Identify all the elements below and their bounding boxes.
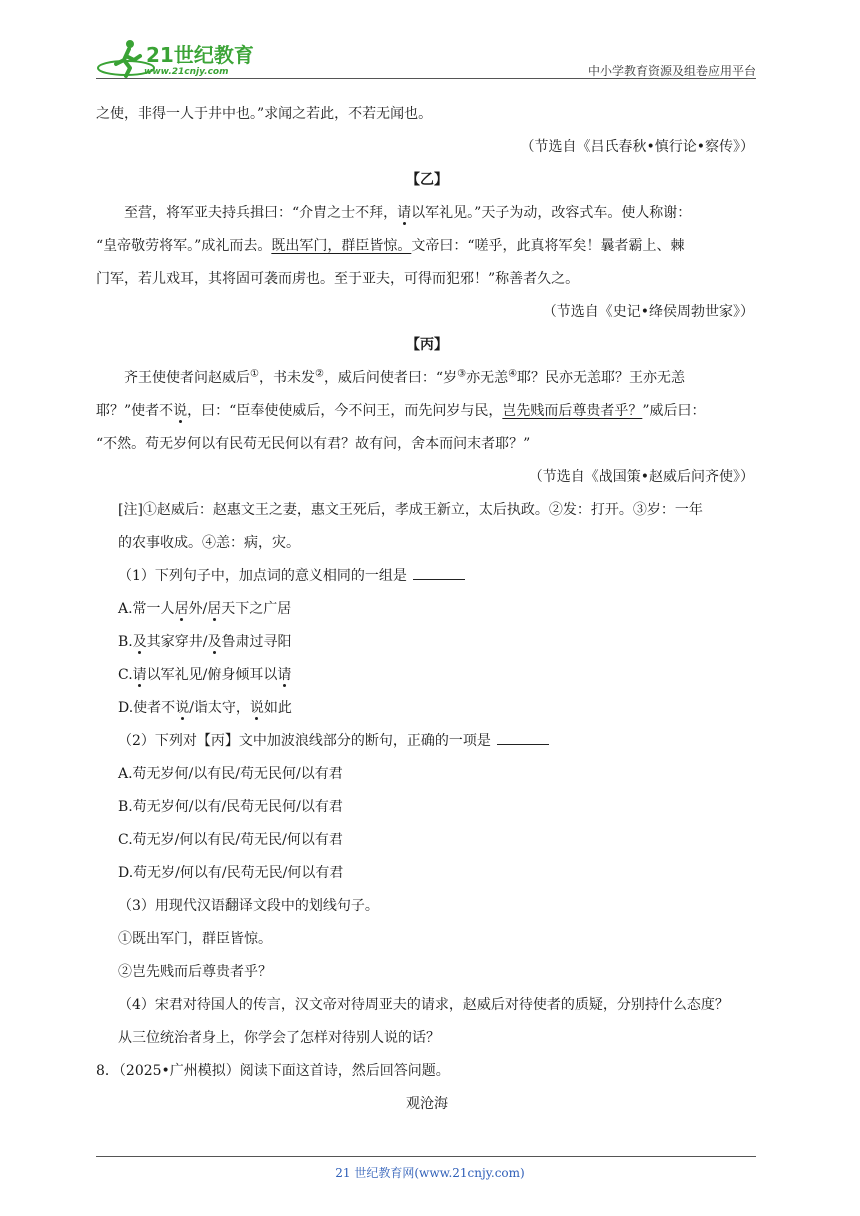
bing-source: （节选自《战国策•赵威后问齐使》） (528, 469, 754, 485)
header-divider (96, 78, 756, 79)
dotted-char: 说 (173, 403, 188, 419)
q2-option-c: C.苟无岁/何以有民/苟无民/何以有君 (118, 832, 343, 848)
q4-line-1: （4）宋君对待国人的传言，汉文帝对待周亚夫的请求，赵威后对待使者的质疑，分别持什么态度？ (118, 997, 729, 1013)
page-header (96, 38, 756, 80)
bing-line-3: “不然。苟无岁何以有民苟无民何以有君？故有问，舍本而问末者耶？” (96, 436, 531, 452)
underlined-sentence-1: 既出军门，群臣皆惊。 (271, 238, 412, 254)
q4-line-2: 从三位统治者身上，你学会了怎样对待别人说的话？ (118, 1030, 440, 1046)
answer-blank (497, 730, 549, 745)
q2-option-a: A.苟无岁何/以有民/苟无民何/以有君 (118, 766, 343, 782)
q2-option-d: D.苟无岁/何以有/民苟无民/何以有君 (118, 865, 344, 881)
q3-stem: （3）用现代汉语翻译文段中的划线句子。 (118, 898, 379, 914)
yi-title: 【乙】 (406, 172, 448, 188)
yi-line-2: “皇帝敬劳将军。”成礼而去。既出军门，群臣皆惊。文帝曰：“嗟乎，此真将军矣！曩者霸上、棘 (96, 238, 685, 254)
yi-line-1: 至营，将军亚夫持兵揖曰：“介胄之士不拜，请以军礼见。”天子为动，改容式车。使人称谢： (124, 205, 692, 221)
q3-item-1: ①既出军门，群臣皆惊。 (118, 931, 272, 947)
header-platform-text: 中小学教育资源及组卷应用平台 (587, 64, 756, 78)
answer-blank (413, 565, 465, 580)
q1-option-c: C.请以军礼见/俯身倾耳以请 (118, 667, 292, 683)
q8-line: 8．（2025•广州模拟）阅读下面这首诗，然后回答问题。 (96, 1063, 450, 1079)
dotted-char: 请 (397, 205, 412, 221)
notes-line-2: 的农事收成。④恙：病，灾。 (118, 535, 300, 551)
logo-url-text: www.21cnjy.com (144, 67, 229, 77)
q3-item-2: ②岂先贱而后尊贵者乎？ (118, 964, 272, 980)
q1-option-d: D.使者不说/诣太守，说如此 (118, 700, 292, 716)
footer-link[interactable]: 21 世纪教育网(www.21cnjy.com) (335, 1166, 525, 1180)
yi-source: （节选自《史记•绛侯周勃世家》） (542, 304, 754, 320)
logo-main-text: 21世纪教育 (146, 43, 254, 67)
q1-option-a: A.常一人居外/居天下之广居 (118, 601, 292, 617)
q2-option-b: B.苟无岁何/以有/民苟无民何/以有君 (118, 799, 343, 815)
bing-line-1: 齐王使使者问赵威后①，书未发②，威后问使者曰：“岁③亦无恙④耶？民亦无恙耶？王亦无恙 (124, 368, 686, 386)
yi-line-3: 门军，若儿戏耳，其将固可袭而虏也。至于亚夫，可得而犯邪！”称善者久之。 (96, 271, 580, 287)
document-body (96, 98, 758, 1121)
q1-option-b: B.及其家穿井/及鲁肃过寻阳 (118, 634, 292, 650)
poem-title: 观沧海 (406, 1096, 448, 1112)
notes-line-1: [注]①赵威后：赵惠文王之妻，惠文王死后，孝成王新立，太后执政。②发：打开。③岁：一年 (118, 502, 703, 518)
jia-source: （节选自《吕氏春秋•慎行论•察传》） (520, 139, 754, 155)
logo-icon (96, 38, 266, 80)
jia-tail-line: 之使，非得一人于井中也。”求闻之若此，不若无闻也。 (96, 106, 433, 122)
underlined-sentence-2: 岂先贱而后尊贵者乎？ (502, 403, 643, 419)
q2-stem: （2）下列对【丙】文中加波浪线部分的断句，正确的一项是 (96, 725, 758, 758)
q1-stem: （1）下列句子中，加点词的意义相同的一组是 (96, 560, 758, 593)
footer-divider (96, 1156, 756, 1157)
bing-line-2: 耶？”使者不说，曰：“臣奉使使威后，今不问王，而先问岁与民，岂先贱而后尊贵者乎？”威后曰： (96, 403, 706, 419)
bing-title: 【丙】 (406, 337, 448, 353)
